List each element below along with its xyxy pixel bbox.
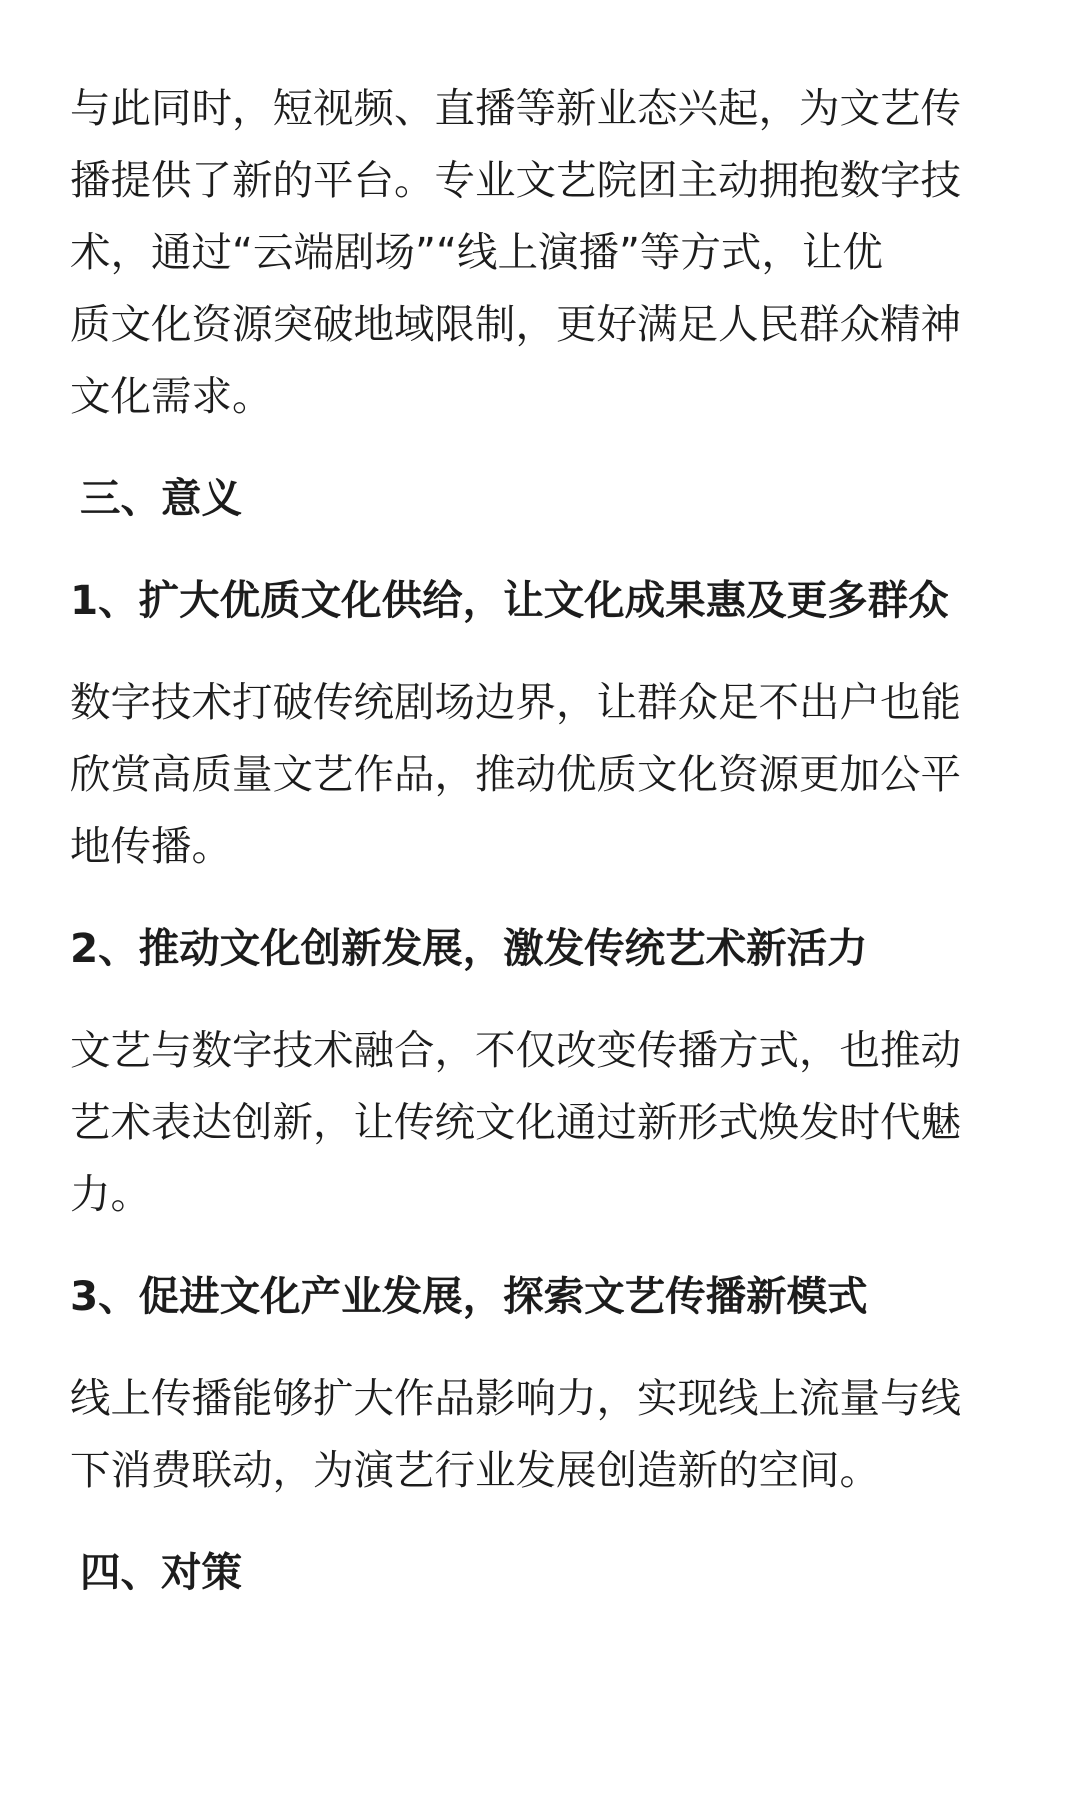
point-paragraph-1 — [70, 666, 1010, 882]
point-title-2: 2、推动文化创新发展，激发传统艺术新活力 — [70, 924, 868, 972]
paragraph-line: 播提供了新的平台。专业文艺院团主动拥抱数字技 — [70, 156, 961, 204]
point-title-3: 3、促进文化产业发展，探索文艺传播新模式 — [70, 1272, 868, 1320]
section-heading-significance: 三、意义 — [80, 474, 242, 522]
paragraph-line: 地传播。 — [70, 822, 232, 870]
section-heading-countermeasures: 四、对策 — [80, 1548, 242, 1596]
paragraph-line: 文艺与数字技术融合，不仅改变传播方式，也推动 — [70, 1026, 961, 1074]
paragraph-line: 质文化资源突破地域限制，更好满足人民群众精神 — [70, 300, 961, 348]
paragraph-line: 数字技术打破传统剧场边界，让群众足不出户也能 — [70, 678, 961, 726]
paragraph-line: 力。 — [70, 1170, 151, 1218]
paragraph-line: 下消费联动，为演艺行业发展创造新的空间。 — [70, 1446, 880, 1494]
paragraph-line: 欣赏高质量文艺作品，推动优质文化资源更加公平 — [70, 750, 961, 798]
intro-paragraph — [70, 72, 1010, 432]
article-body — [70, 72, 1010, 1608]
paragraph-line: 线上传播能够扩大作品影响力，实现线上流量与线 — [70, 1374, 961, 1422]
point-paragraph-2 — [70, 1014, 1010, 1230]
point-title-1: 1、扩大优质文化供给，让文化成果惠及更多群众 — [70, 576, 949, 624]
point-paragraph-3 — [70, 1362, 1010, 1506]
paragraph-line: 文化需求。 — [70, 372, 273, 420]
paragraph-line: 艺术表达创新，让传统文化通过新形式焕发时代魅 — [70, 1098, 961, 1146]
paragraph-line: 与此同时，短视频、直播等新业态兴起，为文艺传 — [70, 84, 961, 132]
paragraph-line: 术，通过“云端剧场”“线上演播”等方式，让优 — [70, 228, 883, 276]
